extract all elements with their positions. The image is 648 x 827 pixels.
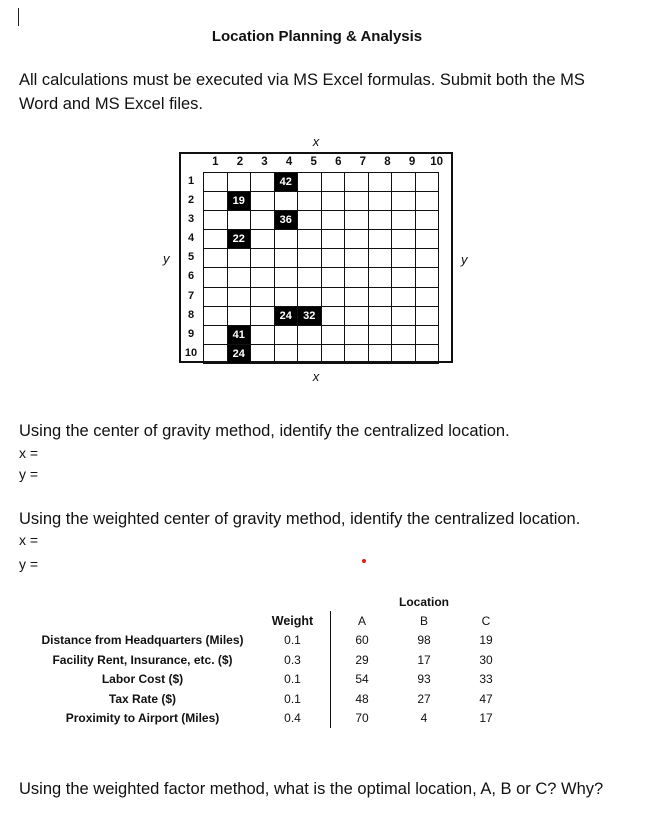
- grid-cell: [392, 287, 416, 306]
- factor-score: 54: [331, 670, 394, 689]
- grid-cell: [274, 192, 298, 211]
- grid-cell: [321, 173, 345, 192]
- grid-row-labels: [183, 172, 199, 363]
- grid-cell: [392, 173, 416, 192]
- grid-point: 36: [274, 211, 298, 230]
- grid-column-labels: [203, 156, 449, 168]
- weighted-factor-table: [30, 592, 517, 728]
- grid-point: 41: [227, 325, 251, 344]
- y-axis-label-left: y: [163, 251, 170, 266]
- location-name-b: B: [419, 614, 428, 629]
- factor-score: 70: [331, 708, 394, 727]
- grid-col-label: 10: [430, 156, 444, 168]
- grid-cell: [298, 211, 322, 230]
- grid-cell: [204, 173, 228, 192]
- grid-cell: [204, 230, 228, 249]
- grid-cell: [392, 268, 416, 287]
- location-name-c: C: [481, 614, 491, 629]
- grid-cell: [392, 192, 416, 211]
- factor-weight: 0.1: [284, 633, 301, 648]
- factor-label: Distance from Headquarters (Miles): [41, 633, 244, 648]
- grid-cell: [368, 192, 392, 211]
- grid-cell: [368, 249, 392, 268]
- q2-prompt: Using the weighted center of gravity method, identify the centralized location.: [19, 510, 581, 528]
- grid-cell: [392, 325, 416, 344]
- factor-row: [30, 650, 517, 669]
- grid-cell: [227, 287, 251, 306]
- factor-score: 29: [331, 650, 394, 669]
- grid-cell: [345, 344, 369, 363]
- grid-point: 19: [227, 192, 251, 211]
- grid-cell: [298, 230, 322, 249]
- grid-cell: [415, 344, 439, 363]
- grid-cell: [415, 211, 439, 230]
- grid-col-label: 4: [285, 156, 293, 168]
- grid-cell: [321, 268, 345, 287]
- grid-row-label: 10: [184, 346, 198, 359]
- grid-cell: [368, 268, 392, 287]
- grid-cell: [345, 306, 369, 325]
- grid-cell: [345, 268, 369, 287]
- factor-score: 19: [479, 633, 493, 648]
- grid-point: 24: [274, 306, 298, 325]
- text-cursor: [18, 8, 19, 26]
- q2-x-answer: x =: [19, 532, 39, 548]
- factor-score: 47: [479, 691, 493, 706]
- grid-point: 32: [298, 306, 322, 325]
- grid-cell: [227, 211, 251, 230]
- grid-cell: [227, 306, 251, 325]
- grid-col-label: 3: [261, 156, 268, 168]
- grid-cell: [345, 211, 369, 230]
- grid-cell: [345, 249, 369, 268]
- grid-row-label: 8: [187, 308, 195, 321]
- grid-cell: [345, 192, 369, 211]
- grid-cell: [274, 344, 298, 363]
- grid-cell: [298, 325, 322, 344]
- factor-score: 4: [420, 711, 428, 726]
- q1-x-answer: x =: [19, 445, 39, 461]
- grid-row-label: 7: [187, 289, 195, 302]
- grid-cell: [204, 306, 228, 325]
- grid-cell: [204, 287, 228, 306]
- factor-row: [30, 631, 517, 650]
- grid-cell: [415, 173, 439, 192]
- grid-table: [203, 172, 439, 364]
- q1-y-answer: y =: [19, 466, 39, 482]
- grid-cell: [415, 287, 439, 306]
- grid-cell: [204, 344, 228, 363]
- factor-weight: 0.4: [284, 711, 301, 726]
- factor-score: 33: [479, 672, 493, 687]
- grid-cell: [415, 230, 439, 249]
- grid-cell: [274, 249, 298, 268]
- grid-cell: [345, 287, 369, 306]
- grid-cell: [321, 192, 345, 211]
- factor-weight: 0.3: [284, 652, 301, 667]
- grid-col-label: 1: [212, 156, 219, 168]
- grid-cell: [415, 249, 439, 268]
- grid-point: 24: [227, 344, 251, 363]
- grid-cell: [345, 173, 369, 192]
- grid-row-label: 6: [187, 270, 195, 283]
- factor-label: Labor Cost ($): [101, 672, 184, 687]
- factor-score: 27: [417, 691, 431, 706]
- grid-cell: [204, 192, 228, 211]
- grid-cell: [368, 344, 392, 363]
- grid-row-label: 3: [187, 213, 195, 226]
- x-axis-label-bottom: x: [312, 369, 320, 384]
- location-header: Location: [399, 594, 449, 609]
- factor-score: 48: [331, 689, 394, 708]
- grid-row-label: 4: [187, 232, 195, 245]
- grid-col-label: 7: [359, 156, 367, 168]
- factor-row: [30, 708, 517, 727]
- grid-cell: [321, 287, 345, 306]
- factor-score: 93: [417, 672, 431, 687]
- factor-score: 17: [479, 711, 493, 726]
- factor-label: Proximity to Airport (Miles): [65, 711, 220, 726]
- grid-cell: [368, 230, 392, 249]
- grid-cell: [274, 325, 298, 344]
- grid-cell: [392, 344, 416, 363]
- factor-label: Facility Rent, Insurance, etc. ($): [52, 652, 233, 667]
- factor-row: [30, 689, 517, 708]
- x-axis-label-top: x: [312, 134, 320, 149]
- grid-col-label: 9: [408, 156, 416, 168]
- grid-cell: [415, 325, 439, 344]
- grid-cell: [204, 325, 228, 344]
- grid-cell: [298, 249, 322, 268]
- q1-prompt: Using the center of gravity method, identify the centralized location.: [19, 422, 510, 440]
- grid-cell: [251, 192, 275, 211]
- grid-cell: [274, 287, 298, 306]
- grid-cell: [204, 249, 228, 268]
- page-title: Location Planning & Analysis: [211, 28, 423, 45]
- grid-cell: [251, 268, 275, 287]
- grid-cell: [368, 211, 392, 230]
- grid-row-label: 9: [187, 327, 195, 340]
- weight-header: Weight: [271, 614, 314, 629]
- grid-cell: [368, 173, 392, 192]
- grid-cell: [392, 211, 416, 230]
- grid-col-label: 2: [236, 156, 244, 168]
- factor-score: 17: [417, 652, 431, 667]
- grid-cell: [415, 268, 439, 287]
- grid-cell: [251, 173, 275, 192]
- grid-cell: [321, 211, 345, 230]
- grid-cell: [392, 306, 416, 325]
- grid-row-label: 1: [187, 175, 195, 187]
- grid-point: 22: [227, 230, 251, 249]
- grid-col-label: 8: [384, 156, 391, 168]
- factor-score: 30: [479, 652, 493, 667]
- grid-cell: [298, 173, 322, 192]
- grid-cell: [321, 325, 345, 344]
- grid-cell: [204, 211, 228, 230]
- instructions-text: All calculations must be executed via MS Excel formulas. Submit both the MS Word and MS Excel files.: [19, 71, 585, 113]
- factor-weight: 0.1: [284, 691, 301, 706]
- grid-cell: [321, 344, 345, 363]
- grid-cell: [321, 230, 345, 249]
- grid-cell: [227, 173, 251, 192]
- grid-cell: [392, 230, 416, 249]
- grid-cell: [321, 249, 345, 268]
- factor-score: 60: [331, 631, 394, 650]
- grid-cell: [298, 287, 322, 306]
- y-axis-label-right: y: [461, 252, 468, 267]
- grid-cell: [227, 249, 251, 268]
- grid-cell: [368, 287, 392, 306]
- grid-cell: [298, 268, 322, 287]
- grid-row-label: 2: [187, 194, 195, 207]
- grid-row-label: 5: [187, 251, 195, 264]
- red-dot-marker: [362, 559, 366, 563]
- factor-weight: 0.1: [284, 672, 301, 687]
- grid-cell: [321, 306, 345, 325]
- grid-cell: [251, 287, 275, 306]
- grid-cell: [368, 306, 392, 325]
- grid-cell: [204, 268, 228, 287]
- grid-cell: [274, 268, 298, 287]
- grid-cell: [392, 249, 416, 268]
- grid-cell: [251, 230, 275, 249]
- grid-cell: [345, 325, 369, 344]
- grid-cell: [251, 249, 275, 268]
- q3-prompt: Using the weighted factor method, what is the optimal location, A, B or C? Why?: [19, 780, 604, 798]
- grid-cell: [251, 325, 275, 344]
- grid-cell: [415, 192, 439, 211]
- grid-col-label: 5: [310, 156, 317, 168]
- grid-cell: [274, 230, 298, 249]
- grid-cell: [345, 230, 369, 249]
- grid-cell: [251, 306, 275, 325]
- grid-col-label: 6: [335, 156, 342, 168]
- q2-y-answer: y =: [19, 556, 39, 572]
- grid-cell: [415, 306, 439, 325]
- grid-cell: [298, 192, 322, 211]
- factor-row: [30, 670, 517, 689]
- grid-cell: [298, 344, 322, 363]
- factor-label: Tax Rate ($): [108, 691, 177, 706]
- grid-cell: [251, 211, 275, 230]
- coordinate-grid: [179, 152, 453, 363]
- grid-cell: [227, 268, 251, 287]
- factor-score: 98: [417, 633, 431, 648]
- grid-cell: [251, 344, 275, 363]
- location-name-a: A: [331, 611, 394, 630]
- grid-cell: [368, 325, 392, 344]
- grid-point: 42: [274, 173, 298, 192]
